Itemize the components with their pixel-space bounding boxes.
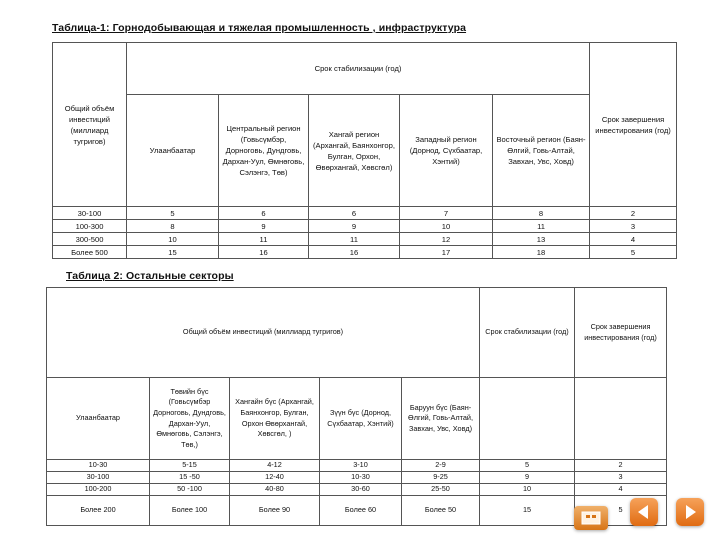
t1-cell: 16	[309, 246, 400, 259]
t1-cell: 30-100	[53, 207, 127, 220]
t2-cell: 15 -50	[150, 472, 230, 484]
home-button[interactable]	[574, 506, 608, 530]
t1-cell: 300-500	[53, 233, 127, 246]
t2-cell: 10-30	[47, 460, 150, 472]
t1-cell: 11	[309, 233, 400, 246]
t1-cell: 8	[493, 207, 590, 220]
t2-cell: 5	[480, 460, 575, 472]
t2-header-stabilization: Срок стабилизации (год)	[480, 288, 575, 378]
t1-cell: 100-300	[53, 220, 127, 233]
t2-empty-cell	[480, 378, 575, 460]
home-icon	[574, 506, 608, 530]
t1-cell: 17	[400, 246, 493, 259]
t1-region: Улаанбаатар	[127, 95, 219, 207]
t2-cell: 5-15	[150, 460, 230, 472]
t2-header-volume: Общий объём инвестиций (миллиард тугригов)	[47, 288, 480, 378]
t1-header-stabilization: Срок стабилизации (год)	[127, 43, 590, 95]
t1-cell: 11	[493, 220, 590, 233]
t1-region: Западный регион (Дорнод, Сүхбаатар, Хэнтий)	[400, 95, 493, 207]
t2-empty-cell	[575, 378, 667, 460]
t1-cell: 2	[590, 207, 677, 220]
back-button[interactable]	[630, 498, 658, 526]
t1-cell: 10	[400, 220, 493, 233]
t1-cell: 7	[400, 207, 493, 220]
t2-region: Зүүн бүс (Дорнод, Сүхбаатар, Хэнтий)	[320, 378, 402, 460]
t2-cell: 30-100	[47, 472, 150, 484]
t2-cell: 3	[575, 472, 667, 484]
t1-region: Восточный регион (Баян-Өлгий, Говь-Алтай, Завхан, Увс, Ховд)	[493, 95, 590, 207]
table-row	[47, 484, 667, 496]
t1-cell: 9	[219, 220, 309, 233]
t1-cell: Более 500	[53, 246, 127, 259]
t1-region: Хангай регион (Архангай, Баянхонгор, Булган, Орхон, Өвөрхангай, Хөвсгөл)	[309, 95, 400, 207]
t2-cell: Более 100	[150, 496, 230, 526]
t2-region: Баруун бүс (Баян-Өлгий, Говь-Алтай, Завхан, Увс, Ховд)	[402, 378, 480, 460]
t1-cell: 16	[219, 246, 309, 259]
table-row	[53, 207, 677, 220]
t2-region: Хангайн бүс (Архангай, Баянхонгор, Булган, Орхон Өвөрхангай, Хөвсгөл, )	[230, 378, 320, 460]
t2-cell: 10-30	[320, 472, 402, 484]
t1-cell: 6	[309, 207, 400, 220]
t2-cell: 12-40	[230, 472, 320, 484]
t2-cell: 10	[480, 484, 575, 496]
table-row	[53, 220, 677, 233]
t1-cell: 9	[309, 220, 400, 233]
t1-cell: 10	[127, 233, 219, 246]
t1-header-completion: Срок завершения инвестирования (год)	[590, 43, 677, 207]
t2-cell: 3-10	[320, 460, 402, 472]
next-arrow-icon	[676, 498, 704, 526]
table-row	[53, 233, 677, 246]
t2-cell: Более 50	[402, 496, 480, 526]
t1-cell: 8	[127, 220, 219, 233]
t1-cell: 4	[590, 233, 677, 246]
table2	[46, 287, 667, 526]
t2-cell: 25-50	[402, 484, 480, 496]
t2-cell: 50 -100	[150, 484, 230, 496]
t1-cell: 3	[590, 220, 677, 233]
t1-cell: 18	[493, 246, 590, 259]
t2-cell: 4	[575, 484, 667, 496]
t1-cell: 6	[219, 207, 309, 220]
table-row	[53, 246, 677, 259]
t2-cell: 9	[480, 472, 575, 484]
t1-cell: 5	[590, 246, 677, 259]
t1-cell: 11	[219, 233, 309, 246]
next-button[interactable]	[676, 498, 704, 526]
t2-cell: 2	[575, 460, 667, 472]
t2-cell: 100-200	[47, 484, 150, 496]
t2-cell: 4-12	[230, 460, 320, 472]
back-arrow-icon	[630, 498, 658, 526]
t2-cell: 9-25	[402, 472, 480, 484]
t1-header-volume: Общий объём инвестиций (миллиард тугригов)	[53, 43, 127, 207]
t1-cell: 15	[127, 246, 219, 259]
t2-cell: Более 200	[47, 496, 150, 526]
t2-cell: 40-80	[230, 484, 320, 496]
t1-cell: 13	[493, 233, 590, 246]
table1	[52, 42, 677, 259]
t2-cell: 30-60	[320, 484, 402, 496]
t2-cell: 15	[480, 496, 575, 526]
t2-cell: 2-9	[402, 460, 480, 472]
t1-region: Центральный регион (Говьсүмбэр, Дорноговь, Дундговь, Дархан-Уул, Өмнөговь, Сэлэнгэ, Төв)	[219, 95, 309, 207]
table-row	[47, 460, 667, 472]
t2-cell: Более 60	[320, 496, 402, 526]
t2-region: Улаанбаатар	[47, 378, 150, 460]
t1-cell: 12	[400, 233, 493, 246]
table-row	[47, 472, 667, 484]
table2-title: Таблица 2: Остальные секторы	[66, 270, 234, 282]
t2-cell: 5	[575, 496, 667, 526]
table1-title: Таблица-1: Горнодобывающая и тяжелая промышленность , инфраструктура	[52, 22, 467, 34]
t1-cell: 5	[127, 207, 219, 220]
t2-header-completion: Срок завершения инвестирования (год)	[575, 288, 667, 378]
t2-cell: Более 90	[230, 496, 320, 526]
t2-region: Төвийн бүс (Говьсүмбэр Дорноговь, Дундговь, Дархан-Уул, Өмнөговь, Сэлэнгэ, Төв,)	[150, 378, 230, 460]
